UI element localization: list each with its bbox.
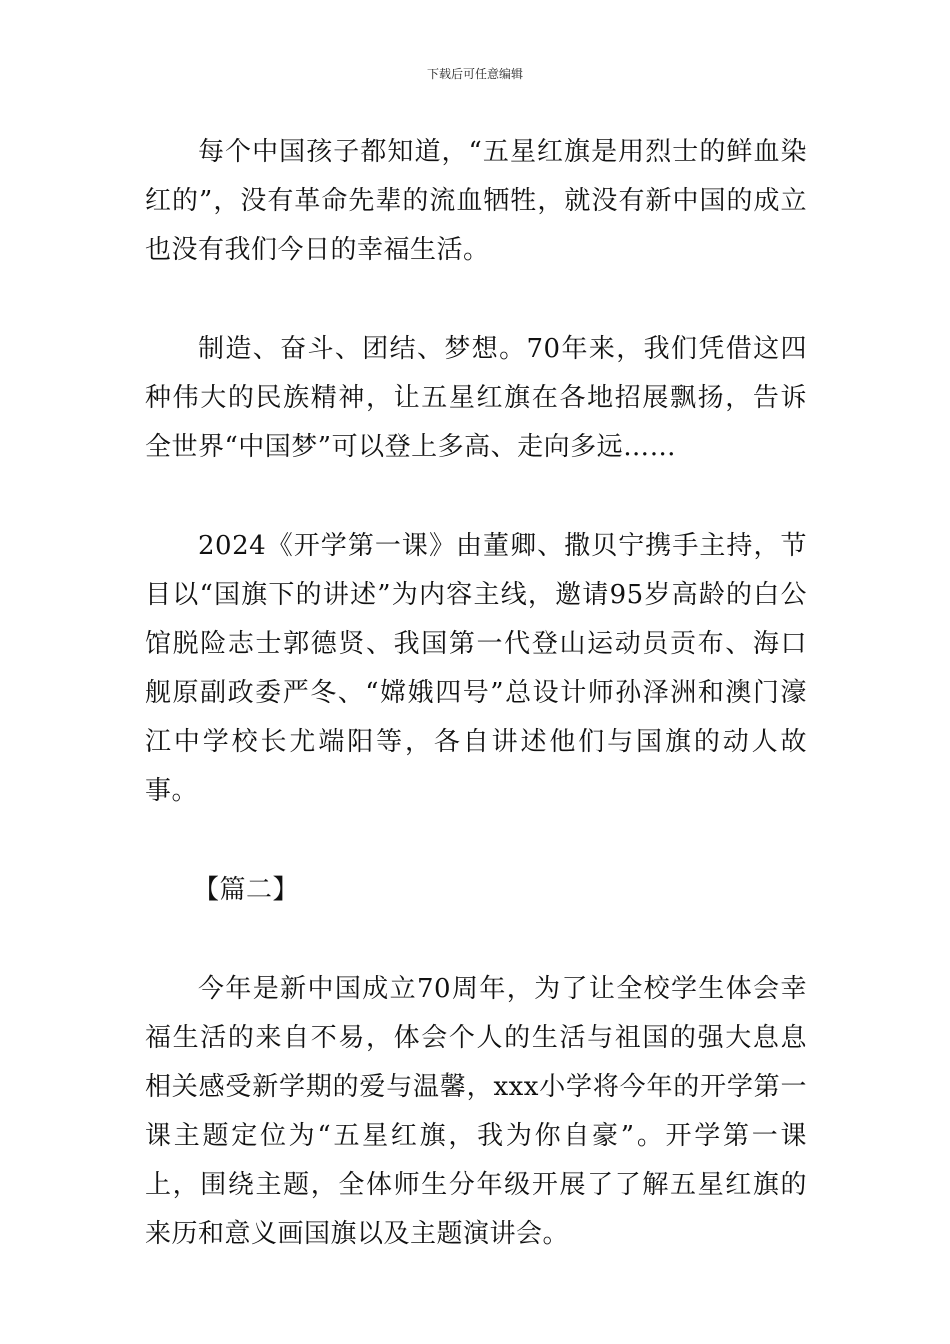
page-header-note: 下载后可任意编辑 (426, 67, 523, 81)
paragraph-1: 每个中国孩子都知道，“五星红旗是用烈士的鲜血染红的”，没有革命先辈的流血牺牲，就没有新中国的成立也没有我们今日的幸福生活。 (145, 137, 807, 265)
document-body (145, 128, 807, 1259)
paragraph-gap (145, 472, 807, 522)
paragraph-3: 2024《开学第一课》由董卿、撒贝宁携手主持，节目以“国旗下的讲述”为内容主线，邀请95岁高龄的白公馆脱险志士郭德贤、我国第一代登山运动员贡布、海口舰原副政委严冬、“嫦娥四号”总设计师孙泽洲和澳门濠江中学校长尤端阳等，各自讲述他们与国旗的动人故事。 (145, 531, 807, 806)
paragraph-gap (145, 275, 807, 325)
section-heading: 【篇二】 (193, 875, 300, 905)
paragraph-gap (145, 915, 807, 965)
paragraph-2: 制造、奋斗、团结、梦想。70年来，我们凭借这四种伟大的民族精神，让五星红旗在各地招展飘扬，告诉全世界“中国梦”可以登上多高、走向多远…… (145, 334, 807, 462)
paragraph-gap (145, 816, 807, 866)
paragraph-4: 今年是新中国成立70周年，为了让全校学生体会幸福生活的来自不易，体会个人的生活与祖国的强大息息相关感受新学期的爱与温馨，xxx小学将今年的开学第一课主题定位为“五星红旗，我为你自豪”。开学第一课上，围绕主题，全体师生分年级开展了了解五星红旗的来历和意义画国旗以及主题演讲会。 (145, 974, 807, 1249)
